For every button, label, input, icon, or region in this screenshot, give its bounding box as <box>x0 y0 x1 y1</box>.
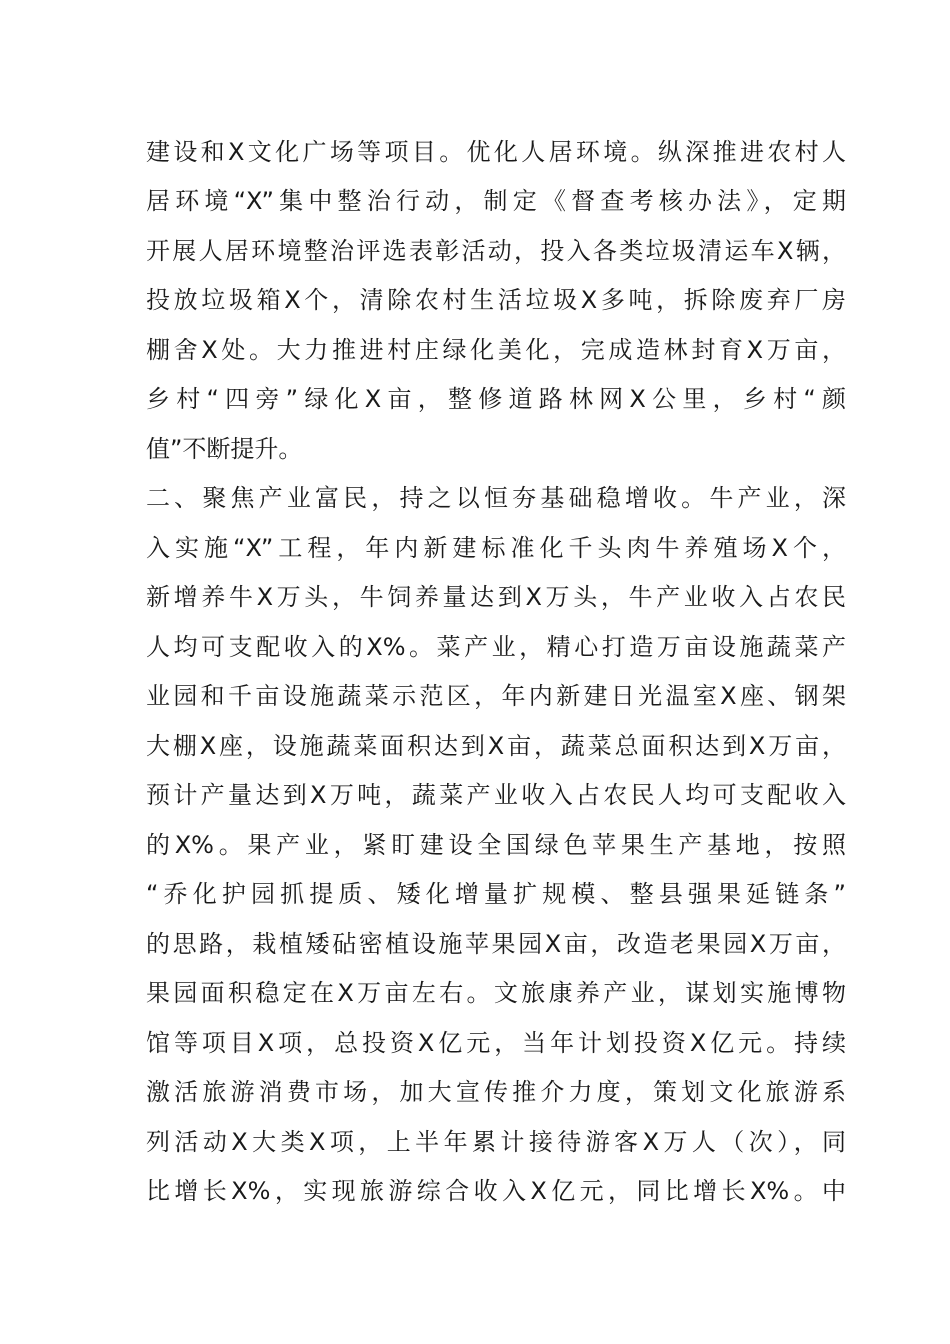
text-line: 建设和X文化广场等项目。优化人居环境。纵深推进农村人 <box>146 138 846 166</box>
text-line: 列活动X大类X项，上半年累计接待游客X万人（次），同 <box>146 1128 846 1156</box>
section-heading-line: 二、聚焦产业富民，持之以恒夯基础稳增收。牛产业，深 <box>146 484 846 512</box>
text-line: 投放垃圾箱X个，清除农村生活垃圾X多吨，拆除废弃厂房 <box>146 286 846 314</box>
text-line: 果园面积稳定在X万亩左右。文旅康养产业，谋划实施博物 <box>146 979 846 1007</box>
text-line: 乡村“四旁”绿化X亩，整修道路林网X公里，乡村“颜 <box>146 385 846 413</box>
text-line: 大棚X座，设施蔬菜面积达到X亩，蔬菜总面积达到X万亩， <box>146 732 846 760</box>
text-line: 棚舍X处。大力推进村庄绿化美化，完成造林封育X万亩， <box>146 336 846 364</box>
text-line: 比增长X%，实现旅游综合收入X亿元，同比增长X%。中 <box>146 1177 846 1205</box>
text-line: 居环境“X”集中整治行动，制定《督查考核办法》，定期 <box>146 187 846 215</box>
text-line: 开展人居环境整治评选表彰活动，投入各类垃圾清运车X辆， <box>146 237 846 265</box>
text-line: 业园和千亩设施蔬菜示范区，年内新建日光温室X座、钢架 <box>146 682 846 710</box>
text-line: 新增养牛X万头，牛饲养量达到X万头，牛产业收入占农民 <box>146 583 846 611</box>
text-line: 的X%。果产业，紧盯建设全国绿色苹果生产基地，按照 <box>146 831 846 859</box>
text-line: 预计产量达到X万吨，蔬菜产业收入占农民人均可支配收入 <box>146 781 846 809</box>
text-line: 激活旅游消费市场，加大宣传推介力度，策划文化旅游系 <box>146 1078 846 1106</box>
text-line: 人均可支配收入的X%。菜产业，精心打造万亩设施蔬菜产 <box>146 633 846 661</box>
text-line: 的思路，栽植矮砧密植设施苹果园X亩，改造老果园X万亩， <box>146 930 846 958</box>
text-line: “乔化护园抓提质、矮化增量扩规模、整县强果延链条” <box>146 880 846 908</box>
text-line: 值”不断提升。 <box>146 435 303 463</box>
text-line: 入实施“X”工程，年内新建标准化千头肉牛养殖场X个， <box>146 534 846 562</box>
text-line: 馆等项目X项，总投资X亿元，当年计划投资X亿元。持续 <box>146 1029 846 1057</box>
